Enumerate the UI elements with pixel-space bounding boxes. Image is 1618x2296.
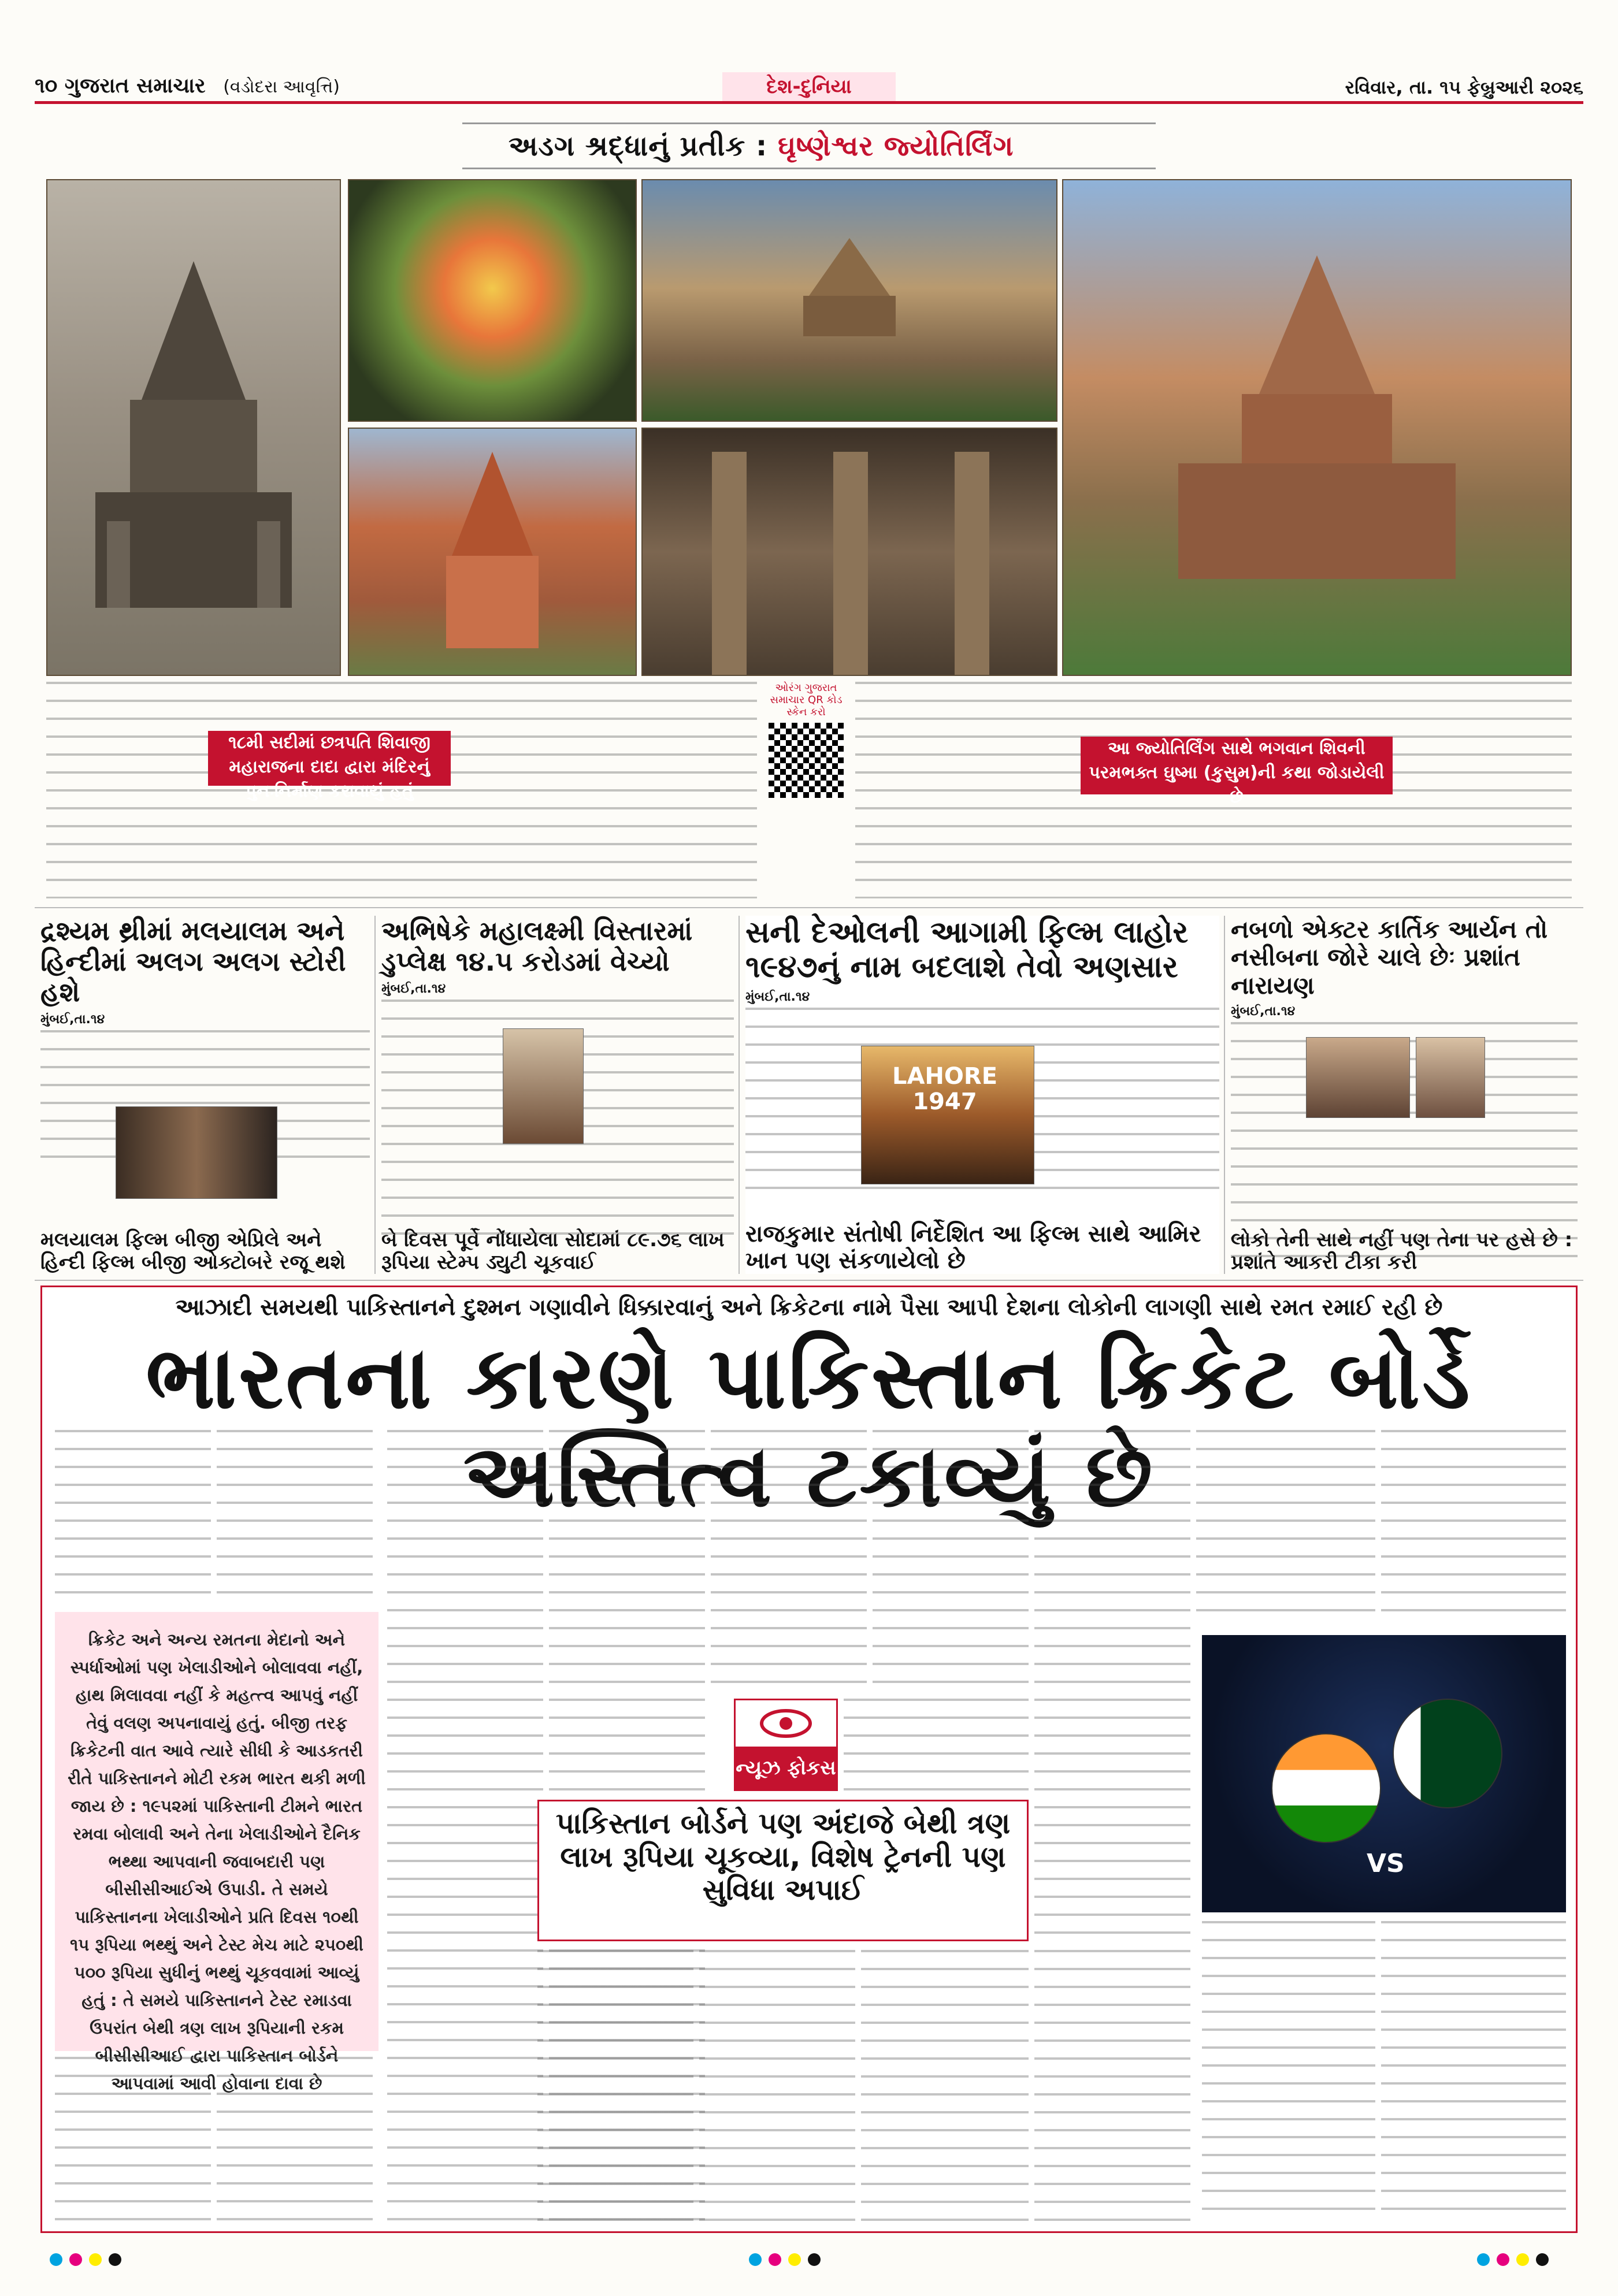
sub-headline-box: [537, 1800, 1029, 1941]
edition-label: (વડોદરા આવૃત્તિ): [223, 77, 340, 97]
aerial-temple-icon: [1155, 250, 1479, 596]
print-color-marks-left: [46, 2253, 125, 2268]
callout-right: આ જ્યોતિર્લિંગ સાથે ભગવાન શિવની પરમભક્ત ઘુષ્મા (કુસુમ)ની કથા જોડાયેલી છે: [1081, 737, 1393, 794]
cricket-col-2b: [217, 2057, 373, 2224]
story-drishyam: [40, 916, 370, 1274]
cricket-col-1: [55, 1430, 211, 1603]
story-dateline: મુંબઈ,તા.૧૪: [40, 1012, 105, 1027]
paper-name: ગુજરાત સમાચાર: [64, 74, 206, 98]
cricket-col-5: [711, 1430, 867, 1690]
cricket-ball-graphic: [1202, 1635, 1566, 1912]
story-dateline: મુંબઈ,તા.૧૪: [745, 989, 810, 1004]
story-headline: અભિષેકે મહાલક્ષ્મી વિસ્તારમાં ડુપ્લેક્ષ ૧૪.૫ કરોડમાં વેચ્યો: [381, 915, 693, 977]
issue-date: રવિવાર, તા. ૧૫ ફેબ્રુઆરી ૨૦૨૬: [1345, 76, 1583, 98]
masthead: [35, 74, 340, 98]
cricket-col-6: [873, 1430, 1029, 1690]
cricket-col-15: [1381, 1921, 1566, 2224]
callout-left: ૧૮મી સદીમાં છત્રપતિ શિવાજી મહારાજના દાદા દ્વારા મંદિરનું પુનઃનિર્માણ કરાવાયું હતું: [208, 731, 451, 786]
title-rule-top: [462, 122, 1156, 124]
col-divider: [739, 916, 740, 1274]
col-divider: [374, 916, 376, 1274]
cricket-col-9: [1381, 1430, 1566, 1626]
photo-temple-spire: [348, 428, 637, 676]
qr-code[interactable]: [769, 723, 844, 798]
story-headline: નબળો એક્ટર કાર્તિક આર્યન તો નસીબના જોરે ચાલે છેઃ પ્રશાંત નારાયણ: [1231, 915, 1548, 1000]
story-lahore: [745, 916, 1219, 1274]
print-color-marks-right: [1474, 2253, 1552, 2268]
cricket-col-12: [861, 1950, 1029, 2224]
cricket-col-2: [217, 1430, 373, 1603]
photo-temple-interior: [641, 428, 1057, 676]
story-footer: રાજકુમાર સંતોષી નિર્દેશિત આ ફિલ્મ સાથે આમિર ખાન પણ સંકળાયેલો છે: [745, 1221, 1201, 1274]
feature-title-prefix: અડગ શ્રદ્ધાનું પ્રતીક :: [509, 130, 768, 162]
separator-1: [35, 907, 1583, 908]
story-kartik: [1231, 916, 1578, 1274]
story-footer: લોકો તેની સાથે નહીં પણ તેના પર હસે છે : પ્રશાંતે આકરી ટીકા કરી: [1231, 1228, 1573, 1274]
poster-title: LAHORE 1947: [892, 1063, 998, 1115]
photo-temple-aerial: [1062, 179, 1572, 676]
qr-block: [763, 682, 849, 844]
story-abhishek: [381, 916, 734, 1274]
pull-quote: ક્રિકેટ અને અન્ય રમતના મેદાનો અને સ્પર્ધાઓમાં પણ ખેલાડીઓને બોલાવવા નહીં, હાથ મિલાવવા નહીં કે મહત્ત્વ આપવું નહીં તેવું વલણ અપનાવાયું હતું. બીજી તરફ ક્રિકેટની વાત આવે ત્યારે સીધી કે આડકતરી રીતે પાકિસ્તાનને મોટી રકમ ભારત થકી મળી જાય છે : ૧૯૫૨માં પાકિસ્તાની ટીમને ભારત રમવા બોલાવી અને તેના ખેલાડીઓને દૈનિક ભથ્થા આપવાની જવાબદારી પણ બીસીસીઆઈએ ઉપાડી. તે સમયે પાકિસ્તાનના ખેલાડીઓને પ્રતિ દિવસ ૧૦થી ૧૫ રૂપિયા ભથ્થું અને ટેસ્ટ મેચ માટે ૨૫૦થી ૫૦૦ રૂપિયા સુધીનું ભથ્થું ચૂકવવામાં આવ્યું હતું : તે સમયે પાકિસ્તાનને ટેસ્ટ રમાડવા ઉપરાંત બેથી ત્રણ લાખ રૂપિયાની રકમ બીસીસીઆઈ દ્વારા પાકિસ્તાન બોર્ડને આપવામાં આવી હોવાના દાવા છે: [68, 1630, 366, 2093]
separator-2: [35, 1280, 1583, 1281]
print-color-marks-center: [745, 2253, 824, 2268]
cricket-col-8: [1196, 1430, 1375, 1626]
sub-headline: પાકિસ્તાન બોર્ડને પણ અંદાજે બેથી ત્રણ લાખ રૂપિયા ચૂકવ્યા, વિશેષ ટ્રેનની પણ સુવિધા અપાઈ: [555, 1807, 1011, 1907]
col-divider: [1224, 916, 1225, 1274]
story-footer: મલયાલમ ફિલ્મ બીજી એપ્રિલે અને હિન્દી ફિલ્મ બીજી ઓક્ટોબરે રજૂ થશે: [40, 1228, 346, 1274]
story-headline: સની દેઓલની આગામી ફિલ્મ લાહોર ૧૯૪૭નું નામ બદલાશે તેવો અણસાર: [745, 915, 1189, 984]
cricket-col-11: [699, 1950, 855, 2224]
story-footer: બે દિવસ પૂર્વે નોંધાયેલા સોદામાં ૮૯.૭૬ લાખ રૂપિયા સ્ટેમ્પ ડ્યુટી ચૂકવાઈ: [381, 1228, 725, 1274]
photo-shivling-flowers: [348, 179, 637, 422]
qr-label: ઓરંગ ગુજરાત સમાચાર QR કોડ સ્કેન કરો: [770, 682, 843, 718]
story-headline: દ્રશ્યમ થ્રીમાં મલયાલમ અને હિન્દીમાં અલગ અલગ સ્ટોરી હશે: [40, 915, 346, 1008]
cricket-col-3: [387, 1430, 543, 2224]
spire-icon: [417, 452, 567, 660]
tank-shrine-icon: [763, 232, 936, 359]
news-focus-logo: [734, 1699, 838, 1791]
news-focus-label: ન્યૂઝ ફોકસ: [736, 1747, 836, 1789]
vs-label: VS: [1367, 1849, 1405, 1878]
india-ball-icon: [1271, 1733, 1381, 1843]
section-tag: દેશ-દુનિયા: [722, 72, 896, 101]
story-dateline: મુંબઈ,તા.૧૪: [1231, 1004, 1296, 1019]
photo-old-temple: [46, 179, 341, 676]
cricket-kicker: આઝાદી સમયથી પાકિસ્તાનને દુશ્મન ગણાવીને ધિક્કારવાનું અને ક્રિકેટના નામે પૈસા આપી દેશના લોકોની લાગણી સાથે રમત રમાઈ રહી છે: [175, 1294, 1443, 1321]
feature-title-highlight: ઘૃષ્ણેશ્વર જ્યોતિર્લિંગ: [777, 130, 1014, 162]
cricket-col-14: [1202, 1921, 1375, 2224]
cricket-col-6b: [844, 1699, 1029, 1791]
temple-silhouette-icon: [72, 250, 315, 619]
eye-icon: [736, 1700, 836, 1747]
story-dateline: મુંબઈ,તા.૧૪: [381, 981, 446, 996]
pakistan-ball-icon: [1393, 1699, 1502, 1808]
lahore-poster: [861, 1046, 1034, 1184]
cricket-headline: ભારતના કારણે પાકિસ્તાન ક્રિકેટ બોર્ડે અસ્તિત્વ ટકાવ્યું છે: [146, 1328, 1472, 1526]
cricket-col-7: [1034, 1430, 1190, 1938]
cricket-col-13: [1034, 1950, 1190, 2224]
photo-temple-tank: [641, 179, 1057, 422]
pull-quote-box: [55, 1612, 378, 2093]
story-photo: [503, 1028, 584, 1144]
story-photo-prashant: [1416, 1037, 1485, 1118]
header-rule: [35, 101, 1583, 104]
page-number: ૧૦: [35, 74, 58, 98]
story-photo: [116, 1106, 277, 1199]
title-rule-bottom: [462, 168, 1156, 169]
cricket-col-1b: [55, 2057, 211, 2224]
story-photo-kartik: [1306, 1037, 1410, 1118]
cricket-col-10: [537, 1950, 693, 2224]
feature-title: [509, 130, 1014, 163]
